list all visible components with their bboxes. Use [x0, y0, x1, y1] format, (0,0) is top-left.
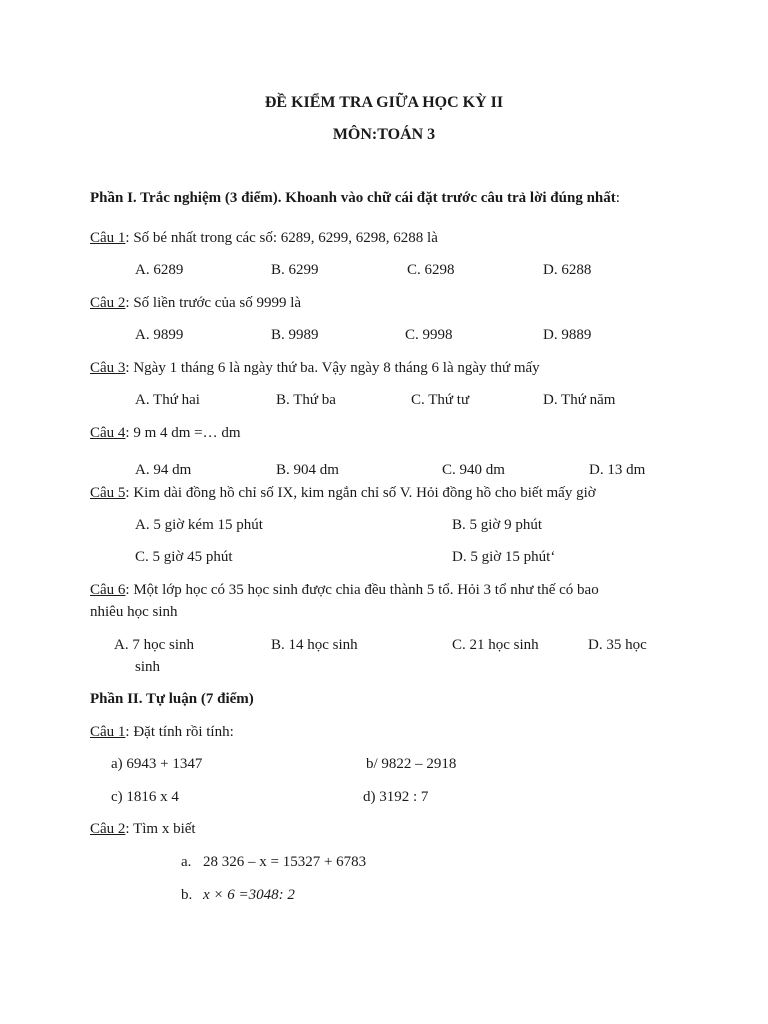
option-d: D. Thứ năm — [543, 392, 616, 408]
calc-d: d) 3192 : 7 — [363, 789, 429, 805]
question-2 — [90, 294, 301, 312]
question-label: Câu 4 — [90, 425, 126, 441]
option-d: D. 13 dm — [589, 462, 646, 478]
question-text: : 9 m 4 dm =… dm — [125, 425, 241, 441]
question-label: Câu 1 — [90, 230, 126, 246]
option-a: A. 94 dm — [135, 462, 192, 478]
question-text: : Một lớp học có 35 học sinh được chia đều thành 5 tổ. Hỏi 3 tổ như thế có bao — [125, 582, 599, 598]
option-c: C. 21 học sinh — [452, 637, 539, 653]
exam-title: ĐỀ KIỂM TRA GIỮA HỌC KỲ II — [264, 94, 504, 111]
calc-c: c) 1816 x 4 — [111, 789, 179, 805]
question-label: Câu 2 — [90, 295, 126, 311]
equation-text: x × 6 =3048: 2 — [203, 887, 295, 903]
option-a: A. Thứ hai — [135, 392, 200, 408]
option-b: B. Thứ ba — [276, 392, 336, 408]
question-label: Câu 3 — [90, 360, 126, 376]
question-1 — [90, 229, 438, 247]
option-b: B. 6299 — [271, 262, 319, 278]
option-d: D. 9889 — [543, 327, 592, 343]
calc-b: b/ 9822 – 2918 — [366, 756, 457, 772]
option-b: B. 5 giờ 9 phút — [452, 517, 543, 533]
part1-heading — [90, 189, 620, 207]
question-6 — [90, 581, 599, 599]
essay-question-1 — [90, 723, 234, 741]
part1-heading-colon: : — [615, 190, 620, 206]
question-text: : Số liền trước của số 9999 là — [125, 295, 302, 311]
option-d-wrap: sinh — [135, 659, 161, 675]
option-a: A. 7 học sinh — [114, 637, 194, 653]
question-text-continued: nhiêu học sinh — [90, 604, 178, 620]
question-4 — [90, 424, 241, 442]
question-3 — [90, 359, 540, 377]
option-c: C. Thứ tư — [411, 392, 470, 408]
equation-text: 28 326 – x = 15327 + 6783 — [203, 854, 367, 870]
question-label: Câu 5 — [90, 485, 126, 501]
option-b: B. 14 học sinh — [271, 637, 358, 653]
option-c: C. 9998 — [405, 327, 453, 343]
option-c: C. 940 dm — [442, 462, 505, 478]
option-b: B. 904 dm — [276, 462, 339, 478]
list-marker: a. — [181, 854, 192, 870]
part1-heading-text: Phần I. Trắc nghiệm (3 điểm). Khoanh vào chữ cái đặt trước câu trả lời đúng nhất — [90, 190, 616, 206]
option-a: A. 9899 — [135, 327, 184, 343]
option-a: A. 6289 — [135, 262, 184, 278]
question-text: : Kim dài đồng hồ chỉ số IX, kim ngắn chỉ số V. Hỏi đồng hồ cho biết mấy giờ — [125, 485, 596, 501]
question-text: : Số bé nhất trong các số: 6289, 6299, 6298, 6288 là — [125, 230, 438, 246]
question-text: : Tìm x biết — [125, 821, 196, 837]
question-label: Câu 6 — [90, 582, 126, 598]
option-d: D. 5 giờ 15 phút‘ — [452, 549, 556, 565]
option-a: A. 5 giờ kém 15 phút — [135, 517, 263, 533]
part2-heading: Phần II. Tự luận (7 điểm) — [90, 691, 254, 707]
option-b: B. 9989 — [271, 327, 319, 343]
option-c: C. 5 giờ 45 phút — [135, 549, 233, 565]
exam-subject: MÔN:TOÁN 3 — [332, 126, 436, 143]
question-label: Câu 1 — [90, 724, 126, 740]
equation-b — [181, 886, 295, 904]
equation-a — [181, 853, 366, 871]
question-text: : Ngày 1 tháng 6 là ngày thứ ba. Vậy ngày 8 tháng 6 là ngày thứ mấy — [125, 360, 540, 376]
question-5 — [90, 484, 596, 502]
option-d: D. 35 học — [588, 637, 647, 653]
essay-question-2 — [90, 820, 196, 838]
option-c: C. 6298 — [407, 262, 455, 278]
question-text: : Đặt tính rồi tính: — [125, 724, 234, 740]
question-label: Câu 2 — [90, 821, 126, 837]
list-marker: b. — [181, 887, 193, 903]
option-d: D. 6288 — [543, 262, 592, 278]
calc-a: a) 6943 + 1347 — [111, 756, 203, 772]
